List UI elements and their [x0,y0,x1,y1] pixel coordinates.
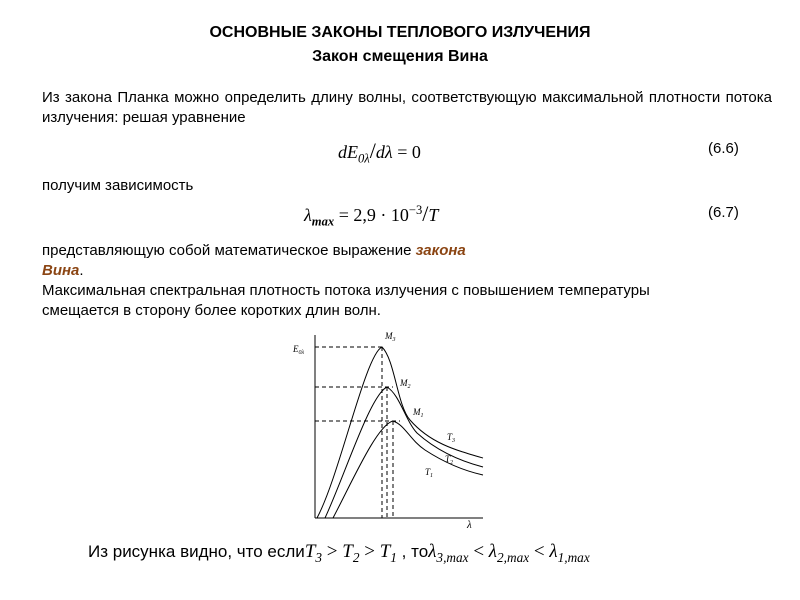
conclusion-then: , то [396,542,429,561]
x-axis-label: λ [467,519,472,530]
eq2-value: = 2,9 · 10 [334,205,409,225]
conclusion-text: Из рисунка видно, что если [88,542,305,561]
curve-label-t3: $T_3$ [447,432,456,444]
peak-label-m1: $M_1$ [413,407,424,419]
eq1-lhs: dE [338,142,358,162]
max-density-paragraph: Максимальная спектральная плотность потока излучения с повышением температуры смещается в сторону более коротких длин волн. [42,282,650,319]
equation-6-7-number: (6.7) [708,204,739,221]
eq2-lambda: λ [304,205,312,225]
eq2-slash: / [422,201,429,226]
curve-t1 [333,421,483,518]
curve-t2 [325,387,483,518]
law-text: представляющую собой математическое выражение [42,242,416,259]
conclusion-line [88,541,590,566]
eq1-rhs: = 0 [392,142,421,162]
wien-graph [285,325,495,530]
slide-title: ОСНОВНЫЕ ЗАКОНЫ ТЕПЛОВОГО ИЗЛУЧЕНИЯ [209,24,591,41]
equation-6-7 [304,201,438,230]
y-axis-label: $E_{0\lambda}$ [293,344,305,356]
peak-label-m3: $M_3$ [385,331,396,343]
curve-t3 [317,347,483,518]
curve-label-t1: $T_1$ [425,467,434,479]
eq2-T: T [428,205,439,225]
peak-label-m2: $M_2$ [400,378,411,390]
law-term-1: закона [415,242,466,259]
curve-label-t2: $T_2$ [445,454,454,466]
eq1-mid: dλ [375,142,393,162]
eq2-lambda-sub: max [311,214,335,229]
eq2-exponent: −3 [408,203,423,217]
intro-paragraph: Из закона Планка можно определить длину волны, соответствующую максимальной плотности потока излучения: решая уравнение [42,89,772,126]
slide-subtitle: Закон смещения Вина [312,48,488,65]
law-paragraph [42,241,562,281]
conclusion-temps: $T_3 > T_2 > T_1$ [304,541,397,565]
eq1-slash: / [369,138,376,163]
equation-6-6-number: (6.6) [708,140,739,157]
conclusion-lambdas: $\lambda_{3,max} < \lambda_{2,max} < \lambda_{1,max}$ [428,541,590,565]
dependency-text: получим зависимость [42,177,194,194]
law-term-2: Вина [42,262,80,279]
law-period: . [79,262,84,279]
eq1-lhs-sub: 0λ [358,151,370,166]
equation-6-6 [338,138,421,167]
